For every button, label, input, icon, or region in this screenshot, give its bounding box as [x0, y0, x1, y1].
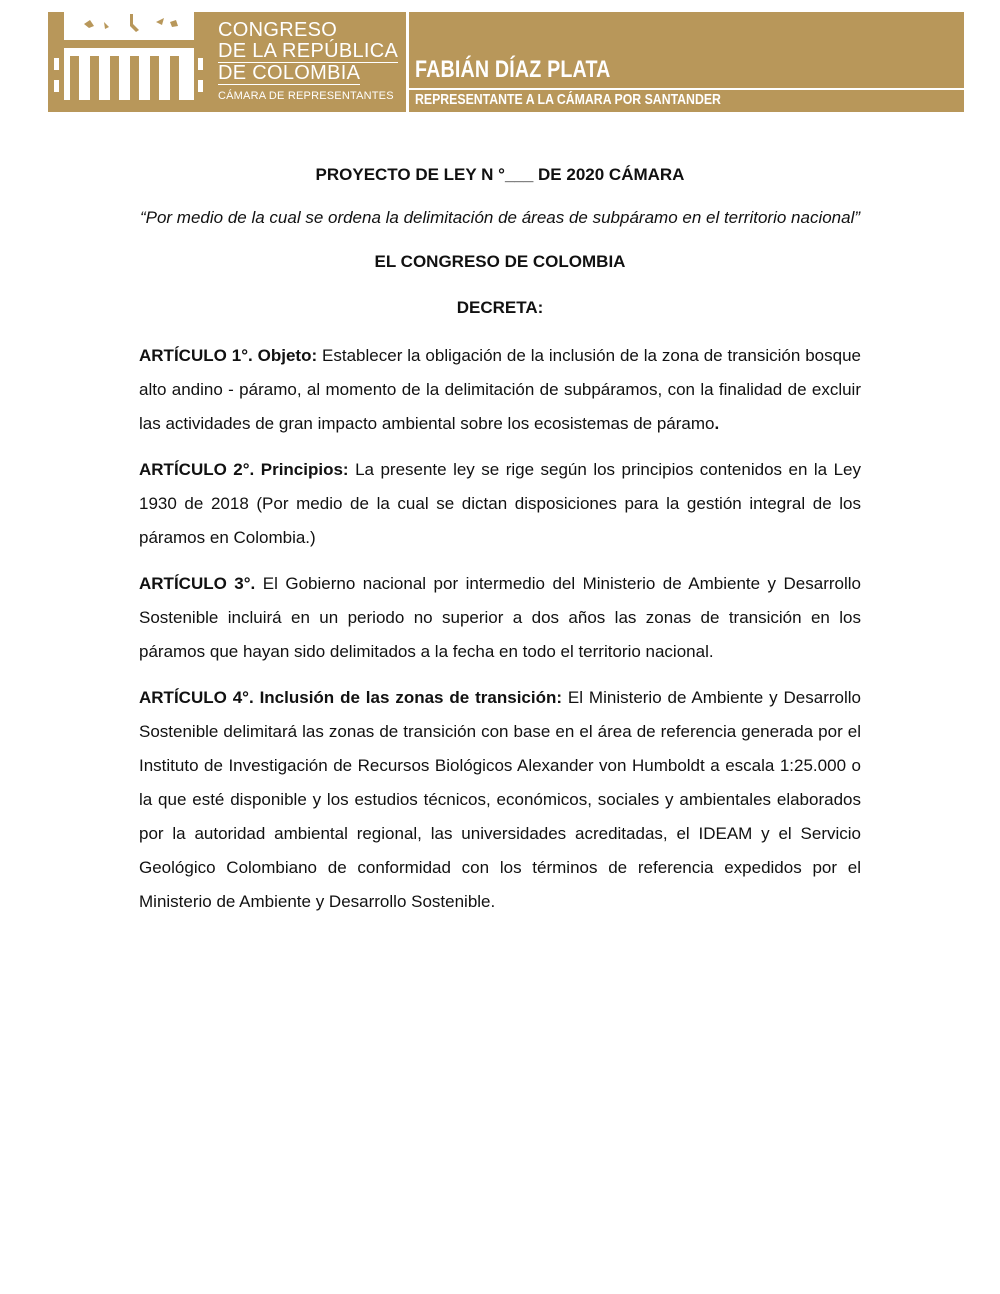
bill-title: PROYECTO DE LEY N °___ DE 2020 CÁMARA [315, 165, 685, 184]
document-body [139, 160, 861, 931]
congress-logo [46, 12, 406, 112]
article-1 [139, 339, 861, 441]
article-text: Establecer la obligación de la inclusión de la zona de transición bosque alto andino - páramo, al momento de la delimitación de subpáramos, con la finalidad de excluir las actividades de gran impacto ambiental sobre los ecosistemas de páramo [139, 346, 861, 433]
article-heading: ARTÍCULO 4°. Inclusión de las zonas de transición: [139, 688, 563, 707]
logo-line-2: DE LA REPÚBLICA [218, 40, 399, 62]
bill-subtitle: “Por medio de la cual se ordena la delimitación de áreas de subpáramo en el territorio nacional” [139, 208, 861, 227]
article-text: La presente ley se rige según los principios contenidos en la Ley 1930 de 2018 (Por medio de la cual se dictan disposiciones para la gestión integral de los páramos en Colombia.) [139, 460, 861, 547]
name-rule [409, 88, 964, 90]
representative-name: FABIÁN DÍAZ PLATA [415, 56, 611, 83]
article-heading: ARTÍCULO 3°. [139, 574, 256, 593]
article-3 [139, 567, 861, 669]
article-4 [139, 681, 861, 919]
decreta-heading: DECRETA: [456, 298, 544, 317]
logo-line-1: CONGRESO [218, 19, 338, 41]
congress-heading: EL CONGRESO DE COLOMBIA [374, 252, 626, 271]
article-text: El Gobierno nacional por intermedio del Ministerio de Ambiente y Desarrollo Sostenible incluirá en un periodo no superior a dos años las zonas de transición en los páramos que hayan sido delimitados a la fecha en todo el territorio nacional. [139, 574, 861, 661]
article-heading: ARTÍCULO 2°. Principios: [139, 460, 349, 479]
article-tail: . [714, 414, 720, 433]
logo-subtitle: CÁMARA DE REPRESENTANTES [218, 90, 394, 102]
article-text: El Ministerio de Ambiente y Desarrollo Sostenible delimitará las zonas de transición con base en el área de referencia generada por el Instituto de Investigación de Recursos Biológicos Alexander von Humboldt a escala 1:25.000 o la que esté disponible y los estudios técnicos, económicos, sociales y ambientales elaborados por la autoridad ambiental regional, las universidades acreditadas, el IDEAM y el Servicio Geológico Colombiano de conformidad con los términos de referencia expedidos por el Ministerio de Ambiente y Desarrollo Sostenible. [139, 688, 861, 911]
representative-box [409, 12, 964, 112]
capitol-icon [46, 12, 208, 112]
logo-line-3: DE COLOMBIA [218, 62, 361, 84]
article-heading: ARTÍCULO 1°. Objeto: [139, 346, 318, 365]
header-banner [46, 12, 964, 112]
representative-role: REPRESENTANTE A LA CÁMARA POR SANTANDER [415, 91, 721, 108]
article-2 [139, 453, 861, 555]
